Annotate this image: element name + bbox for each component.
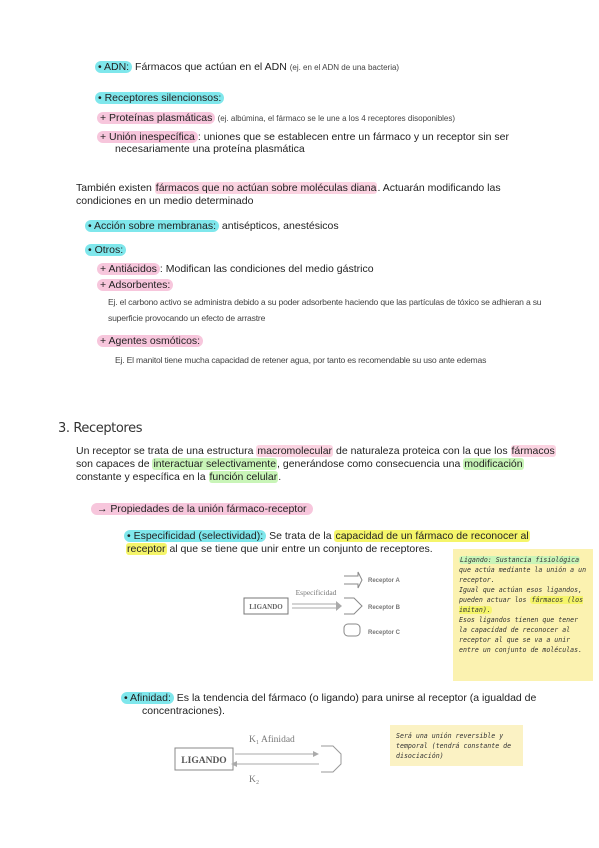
tambien-text-c: . Actuarán modificando las bbox=[377, 182, 501, 194]
especificidad-label: Especificidad bbox=[295, 588, 337, 597]
especificidad-line-2 bbox=[126, 543, 433, 555]
otros-label: • Otros: bbox=[85, 244, 126, 256]
adn-line bbox=[95, 61, 399, 73]
antiacidos-label: + Antiácidos bbox=[97, 263, 160, 275]
receptor-b-shape bbox=[344, 598, 362, 614]
receptor-def-line-3 bbox=[76, 471, 281, 483]
receptores-silenciosos-label: • Receptores silencionsos: bbox=[95, 92, 224, 104]
receptor-a-shape bbox=[344, 572, 362, 588]
note1-body-1: que actúa mediante la unión a un receptor. bbox=[459, 566, 587, 584]
espec-a: Se trata de la bbox=[266, 530, 335, 542]
ligando-label-2: LIGANDO bbox=[181, 756, 227, 766]
adsorbentes-label: + Adsorbentes: bbox=[97, 279, 173, 291]
note1-body-3: Esos ligandos tienen que tener la capacidad de reconocer al receptor al que se va a unir entre un conjunto de moléculas. bbox=[459, 616, 583, 654]
k2-label: K₂ bbox=[249, 775, 260, 785]
note1-body-2b: fármacos (los imitan). bbox=[459, 596, 584, 614]
forward-arrow-icon bbox=[313, 751, 319, 757]
proteinas-note: (ej. albúmina, el fármaco se le une a los 4 receptores disoponibles) bbox=[215, 114, 456, 123]
p2-a: son capaces de bbox=[76, 458, 153, 470]
union-sticky-note bbox=[390, 725, 523, 766]
note1-body-2: Igual que actúan esos ligandos, pueden actuar los bbox=[459, 586, 583, 604]
proteinas-label: + Proteínas plasmáticas bbox=[97, 112, 215, 124]
adn-text: Fármacos que actúan en el ADN bbox=[132, 61, 290, 73]
accion-label: • Acción sobre membranas: bbox=[85, 220, 219, 232]
ligando-sticky-note bbox=[453, 549, 593, 681]
agentes-label: + Agentes osmóticos: bbox=[97, 335, 203, 347]
afinidad-text-1: Es la tendencia del fármaco (o ligando) para unirse al receptor (a igualdad de bbox=[173, 692, 537, 704]
accion-text: antisépticos, anestésicos bbox=[218, 220, 339, 232]
adsorbentes-example-2: superficie provocando un efecto de arrastre bbox=[108, 313, 266, 323]
p1-d: fármacos bbox=[511, 445, 555, 457]
adn-note: (ej. en el ADN de una bacteria) bbox=[289, 63, 400, 72]
tambien-line-1 bbox=[76, 182, 501, 194]
especificidad-label: • Especificidad (selectividad): bbox=[124, 530, 266, 542]
receptor-def-line-1 bbox=[76, 445, 556, 457]
receptor-def-line-2 bbox=[76, 458, 524, 470]
union-label: + Unión inespecífica bbox=[97, 131, 198, 143]
p3-b: función celular bbox=[209, 471, 278, 483]
afinidad-line bbox=[121, 692, 536, 704]
espec-d: al que se tiene que unir entre un conjunto de receptores. bbox=[166, 543, 433, 555]
receptores-silenciosos-line bbox=[95, 92, 224, 104]
p2-d: modificación bbox=[464, 458, 523, 470]
reverse-arrow-icon bbox=[231, 761, 237, 767]
otros-line bbox=[85, 244, 126, 256]
ligando-label: LIGANDO bbox=[249, 603, 283, 611]
p3-c: . bbox=[278, 471, 282, 483]
affinity-diagram bbox=[173, 730, 363, 790]
p3-a: constante y específica en la bbox=[76, 471, 209, 483]
section-heading: 3. Receptores bbox=[58, 421, 143, 436]
union-text-2: necesariamente una proteína plasmática bbox=[115, 143, 305, 155]
adn-label: • ADN: bbox=[95, 61, 132, 73]
adsorbentes-example-1: Ej. el carbono activo se administra debido a su poder adsorbente haciendo que las partículas de tóxico se adhieran a su bbox=[108, 297, 542, 307]
espec-c: receptor bbox=[127, 543, 166, 555]
receptor-c-label: Receptor C bbox=[368, 630, 401, 636]
receptor-c-shape bbox=[344, 624, 360, 636]
union-text-1: : uniones que se establecen entre un fármaco y un receptor sin ser bbox=[197, 131, 509, 143]
specificity-diagram bbox=[240, 568, 410, 644]
p1-a: Un receptor se trata de una estructura bbox=[76, 445, 257, 457]
p2-c: , generándose como consecuencia una bbox=[277, 458, 464, 470]
p2-b: interactuar selectivamente bbox=[153, 458, 277, 470]
note1-title: Ligando: Sustancia fisiológica bbox=[460, 556, 580, 564]
proteinas-line bbox=[97, 112, 455, 124]
antiacidos-text: : Modifican las condiciones del medio gástrico bbox=[159, 263, 374, 275]
tambien-highlight: fármacos que no actúan sobre moléculas diana bbox=[155, 182, 377, 194]
propiedades-label: → Propiedades de la unión fármaco-receptor bbox=[91, 503, 313, 515]
note2-text: Será una unión reversible y temporal (tendrá constante de disociación) bbox=[396, 732, 512, 760]
p1-b: macromolecular bbox=[257, 445, 333, 457]
k1-label: K₁ Afinidad bbox=[249, 735, 295, 745]
receptor-b-label: Receptor B bbox=[368, 605, 401, 611]
espec-b: capacidad de un fármaco de reconocer al bbox=[335, 530, 529, 542]
arrow-icon bbox=[336, 601, 342, 611]
antiacidos-line bbox=[97, 263, 374, 275]
adsorbentes-line bbox=[97, 279, 173, 291]
tambien-text-a: También existen bbox=[76, 182, 155, 194]
afinidad-text-2: concentraciones). bbox=[142, 705, 225, 717]
especificidad-line bbox=[124, 530, 530, 542]
union-line bbox=[97, 131, 509, 143]
propiedades-line bbox=[91, 503, 313, 515]
receptor-shape bbox=[321, 746, 341, 772]
tambien-line-2: condiciones en un medio determinado bbox=[76, 195, 254, 207]
p1-c: de naturaleza proteica con la que los bbox=[333, 445, 511, 457]
agentes-example: Ej. El manitol tiene mucha capacidad de retener agua, por tanto es recomendable su uso ante edemas bbox=[115, 355, 487, 365]
agentes-line bbox=[97, 335, 203, 347]
afinidad-label: • Afinidad: bbox=[121, 692, 174, 704]
receptor-a-label: Receptor A bbox=[368, 578, 400, 584]
accion-line bbox=[85, 220, 339, 232]
